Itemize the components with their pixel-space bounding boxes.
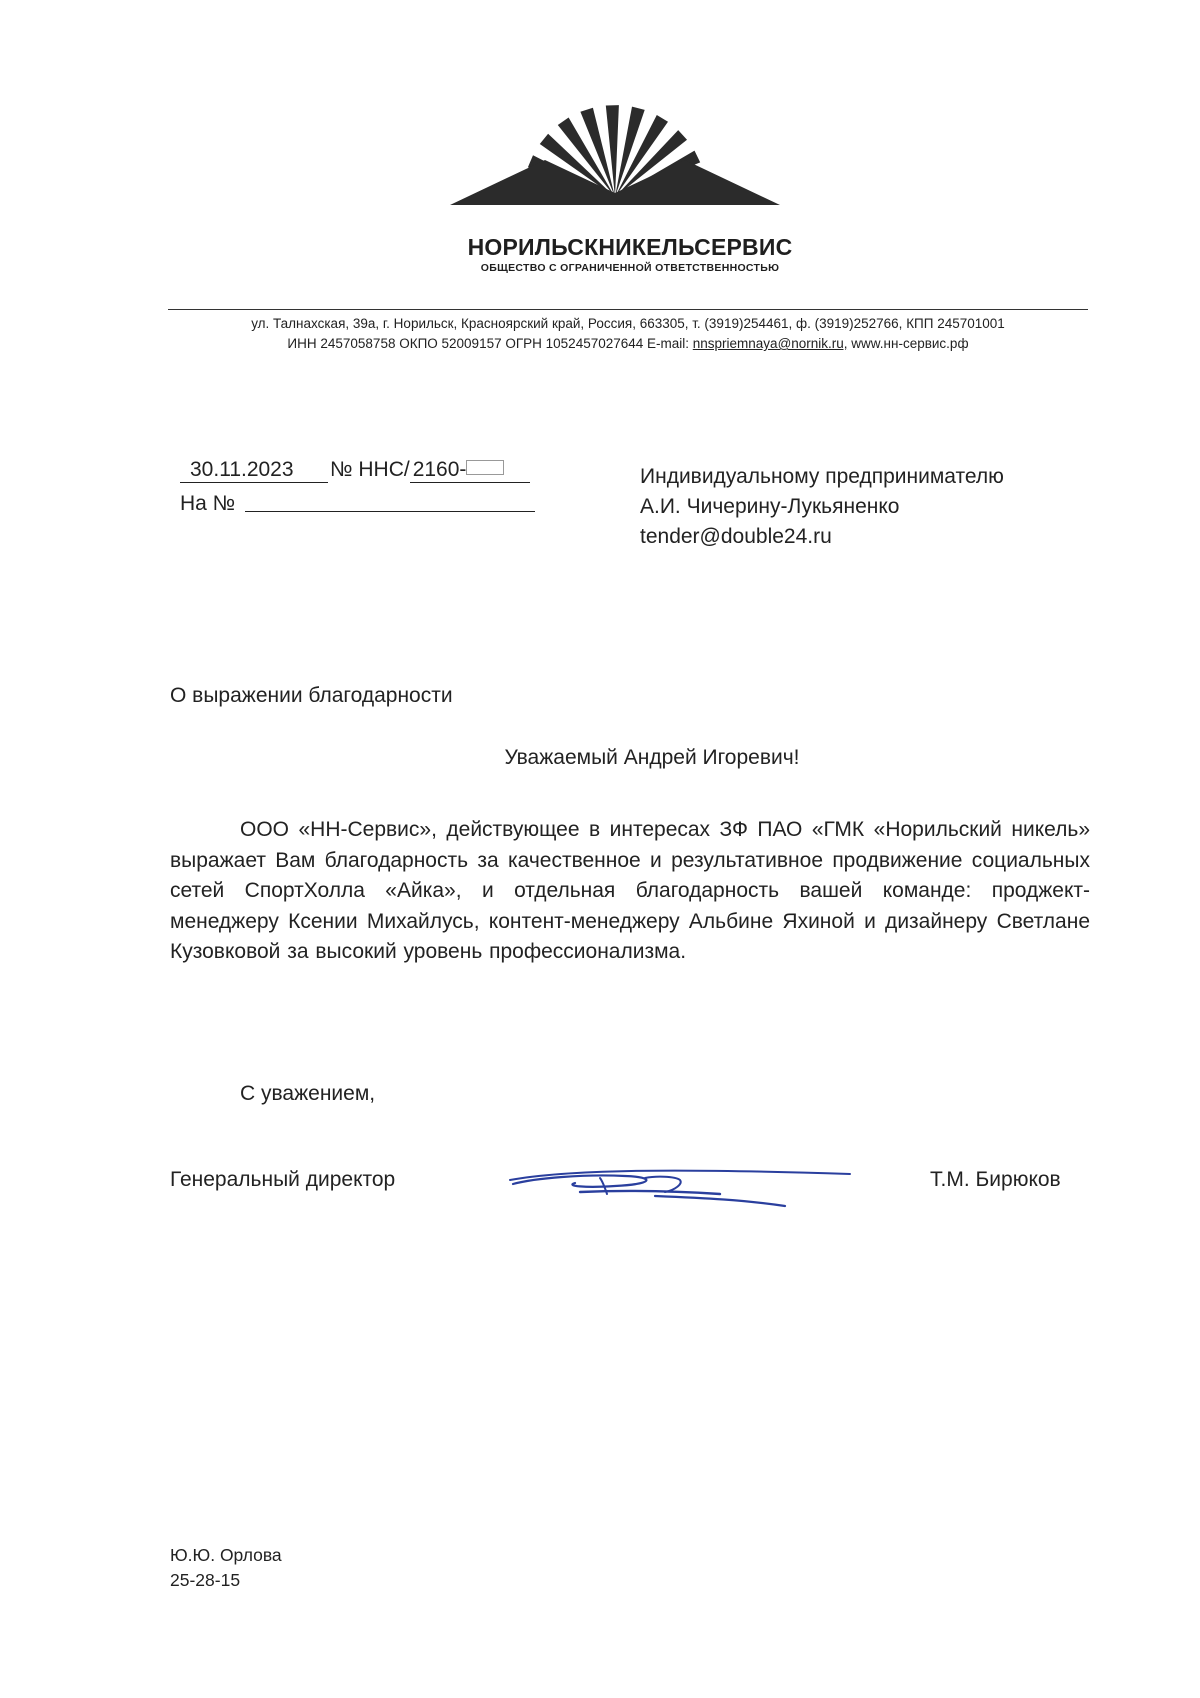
recipient-email: tender@double24.ru	[640, 525, 832, 548]
number-label: № ННС/	[330, 458, 410, 481]
recipient-name: А.И. Чичерину-Лукьяненко	[640, 495, 900, 518]
company-address: ул. Талнахская, 39а, г. Норильск, Красноярский край, Россия, 663305, т. (3919)254461, ф. (3919)252766, КПП 245701001	[251, 316, 1005, 331]
requisites-text: ИНН 2457058758 ОКПО 52009157 ОГРН 1052457027644 E-mail:	[287, 336, 693, 351]
company-name: НОРИЛЬСКНИКЕЛЬСЕРВИС	[467, 234, 793, 260]
signer-name: Т.М. Бирюков	[930, 1168, 1061, 1191]
company-logo-icon	[450, 105, 780, 205]
letter-salutation: Уважаемый Андрей Игоревич!	[504, 746, 800, 769]
logo-ray	[606, 105, 619, 197]
executor-phone: 25-28-15	[170, 1570, 241, 1590]
company-website: www.нн-сервис.рф	[847, 336, 969, 351]
executor-name: Ю.Ю. Орлова	[170, 1545, 282, 1565]
letter-closing: С уважением,	[240, 1082, 376, 1105]
executor-block	[170, 1543, 282, 1593]
company-email-link[interactable]: nnspriemnaya@nornik.ru,	[692, 336, 848, 351]
company-requisites	[168, 336, 1088, 351]
handwritten-signature	[505, 1150, 865, 1220]
letter-number-text: 2160-	[412, 458, 467, 481]
recipient-title: Индивидуальному предпринимателю	[640, 465, 1004, 488]
letter-number	[410, 458, 530, 483]
letter-body: ООО «НН-Сервис», действующее в интересах ЗФ ПАО «ГМК «Норильский никель» выражает Вам благодарность за качественное и результативное продвижение социальных сетей СпортХолла «Айка», и отдельная благодарность вашей команде: проджект-менеджеру Ксении Михайлусь, контент-менеджеру Альбине Яхиной и дизайнеру Светлане Кузовковой за высокий уровень профессионализма.	[170, 818, 1090, 963]
redacted-box	[466, 460, 504, 475]
reference-line	[180, 492, 535, 516]
recipient-block	[640, 462, 1004, 552]
reference-label: На №	[180, 492, 236, 515]
reference-blank	[245, 493, 535, 512]
signer-position: Генеральный директор	[170, 1168, 396, 1191]
letter-subject: О выражении благодарности	[170, 684, 453, 707]
letter-date: 30.11.2023	[180, 458, 328, 483]
company-legal-form: ОБЩЕСТВО С ОГРАНИЧЕННОЙ ОТВЕТСТВЕННОСТЬЮ	[480, 262, 780, 274]
header-divider	[168, 309, 1088, 310]
registration-line	[180, 458, 530, 483]
